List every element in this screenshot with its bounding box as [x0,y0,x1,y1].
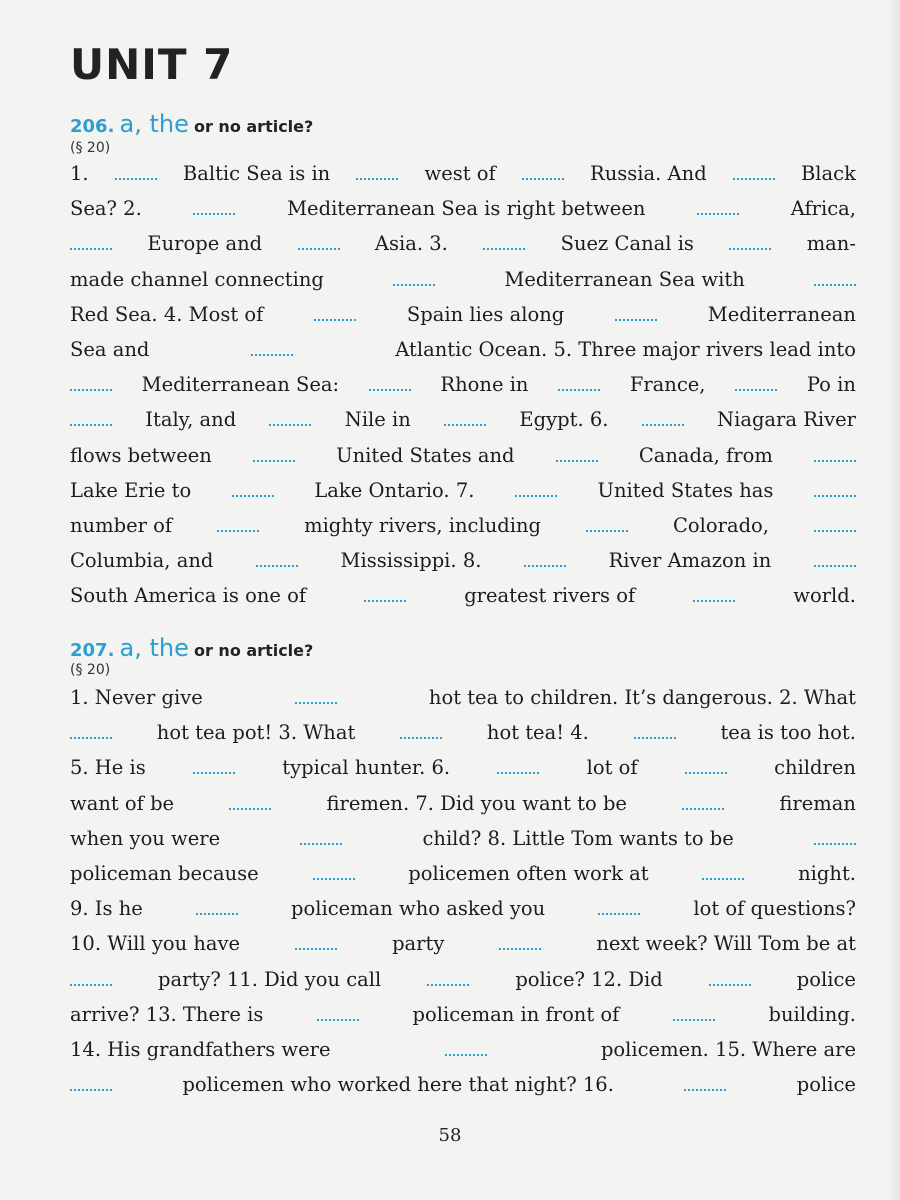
text-segment: France, [629,373,706,397]
answer-blank[interactable] [70,725,112,739]
answer-blank[interactable] [393,272,435,286]
text-segment: policemen who worked here that night? 16. [182,1073,614,1097]
text-segment: made channel connecting [70,267,324,291]
answer-blank[interactable] [445,1042,487,1056]
text-line [70,825,856,853]
answer-blank[interactable] [697,201,739,215]
text-segment: police [796,1073,856,1097]
text-line [70,301,856,329]
answer-blank[interactable] [251,342,293,356]
text-line [70,1071,856,1099]
answer-blank[interactable] [232,483,274,497]
exercise-206-articles: a, the [119,110,189,138]
page-edge-shadow [886,0,900,1200]
answer-blank[interactable] [314,307,356,321]
exercise-206-instruction: or no article? [193,117,314,136]
text-segment: hot tea pot! 3. What [156,721,356,745]
text-segment: Mediterranean [707,302,856,326]
exercise-207-reference: (§ 20) [70,662,111,678]
answer-blank[interactable] [735,377,777,391]
answer-blank[interactable] [217,518,259,532]
answer-blank[interactable] [729,236,771,250]
text-line [70,966,856,994]
text-segment: Mississippi. 8. [340,549,482,573]
text-segment: Mediterranean Sea is right between [287,197,646,221]
answer-blank[interactable] [269,412,311,426]
text-line [70,582,856,610]
text-segment: next week? Will Tom be at [596,932,856,956]
answer-blank[interactable] [682,796,724,810]
text-segment: fireman [779,791,856,815]
text-segment: Columbia, and [70,549,214,573]
answer-blank[interactable] [558,377,600,391]
text-line [70,336,856,364]
text-segment: tea is too hot. [720,721,856,745]
answer-blank[interactable] [70,972,112,986]
text-segment: mighty rivers, including [304,514,542,537]
answer-blank[interactable] [356,166,398,180]
text-segment: Mediterranean Sea: [141,373,340,397]
text-segment: lot of questions? [693,897,856,921]
text-segment: Europe and [147,232,263,256]
text-segment: night. [798,862,856,885]
text-segment: world. [793,584,856,608]
answer-blank[interactable] [70,1077,112,1091]
answer-blank[interactable] [709,972,751,986]
text-segment: building. [768,1002,856,1026]
answer-blank[interactable] [642,412,684,426]
answer-blank[interactable] [598,901,640,915]
text-segment: Sea and [70,338,150,361]
answer-blank[interactable] [814,272,856,286]
answer-blank[interactable] [556,448,598,462]
text-segment: child? 8. Little Tom wants to be [422,826,734,850]
text-line [70,895,856,923]
answer-blank[interactable] [634,725,676,739]
answer-blank[interactable] [673,1007,715,1021]
text-segment: when you were [70,826,221,850]
text-segment: typical hunter. 6. [282,756,451,780]
exercise-207-number: 207. [70,640,115,661]
text-segment: Lake Erie to [70,478,192,502]
answer-blank[interactable] [615,307,657,321]
page-number: 58 [438,1125,462,1146]
answer-blank[interactable] [497,760,539,774]
text-segment: police? 12. Did [515,967,663,991]
text-segment: 5. He is [70,756,146,780]
text-segment: Black [800,162,856,185]
text-segment: party [392,932,445,956]
answer-blank[interactable] [298,236,340,250]
unit-title: UNIT 7 [70,40,234,89]
text-line [70,684,856,712]
text-segment: Nile in [344,408,411,432]
text-segment: United States and [336,443,515,467]
text-line [70,512,856,540]
answer-blank[interactable] [295,690,337,704]
text-segment: Mediterranean Sea with [504,267,745,291]
text-segment: number of [70,514,173,537]
text-segment: greatest rivers of [464,584,636,608]
answer-blank[interactable] [70,377,112,391]
text-segment: United States has [597,478,774,502]
answer-blank[interactable] [444,412,486,426]
text-segment: Spain lies along [406,302,565,326]
text-segment: River Amazon in [608,549,772,573]
answer-blank[interactable] [814,483,856,497]
text-segment: Asia. 3. [374,232,448,256]
answer-blank[interactable] [814,448,856,462]
text-segment: policemen often work at [408,862,649,885]
text-segment: Rhone in [440,373,529,397]
exercise-207-instruction: or no article? [193,641,314,660]
text-segment: South America is one of [70,584,307,608]
answer-blank[interactable] [295,936,337,950]
answer-blank[interactable] [256,553,298,567]
text-segment: Russia. And [590,162,707,185]
text-line [70,195,856,223]
answer-blank[interactable] [684,1077,726,1091]
exercise-207-header [70,634,313,662]
text-segment: west of [424,162,496,185]
answer-blank[interactable] [515,483,557,497]
text-segment: policeman in front of [412,1002,620,1026]
answer-blank[interactable] [313,866,355,880]
text-line [70,230,856,258]
text-segment: 14. His grandfathers were [70,1038,331,1061]
text-segment: policeman who asked you [291,897,546,921]
text-segment: 1. Never give [70,686,203,709]
answer-blank[interactable] [70,412,112,426]
text-segment: Sea? 2. [70,197,142,221]
exercise-206-reference: (§ 20) [70,140,111,156]
text-segment: Colorado, [672,514,769,537]
text-segment: policeman because [70,862,259,885]
text-line [70,719,856,747]
text-line [70,547,856,575]
exercise-206-number: 206. [70,116,115,137]
answer-blank[interactable] [702,866,744,880]
text-line [70,266,856,294]
text-segment: party? 11. Did you call [158,967,382,991]
text-line [70,160,856,188]
answer-blank[interactable] [70,236,112,250]
text-segment: firemen. 7. Did you want to be [326,791,627,815]
text-segment: Niagara River [717,408,856,432]
answer-blank[interactable] [499,936,541,950]
answer-blank[interactable] [193,760,235,774]
text-line [70,1036,856,1064]
text-segment: flows between [70,443,212,467]
exercise-206-header [70,110,313,138]
text-segment: 1. [70,162,89,185]
text-line [70,930,856,958]
text-line [70,754,856,782]
answer-blank[interactable] [229,796,271,810]
text-line [70,477,856,505]
text-segment: children [774,756,856,780]
text-line [70,406,856,434]
text-segment: policemen. 15. Where are [600,1038,856,1061]
answer-blank[interactable] [364,588,406,602]
answer-blank[interactable] [193,201,235,215]
text-segment: 10. Will you have [70,932,241,956]
answer-blank[interactable] [427,972,469,986]
answer-blank[interactable] [300,831,342,845]
text-segment: hot tea! 4. [486,721,589,745]
exercise-207-articles: a, the [119,634,189,662]
text-segment: lot of [586,756,638,780]
answer-blank[interactable] [685,760,727,774]
text-segment: arrive? 13. There is [70,1002,264,1026]
answer-blank[interactable] [814,831,856,845]
answer-blank[interactable] [369,377,411,391]
text-line [70,371,856,399]
text-segment: Red Sea. 4. Most of [70,302,264,326]
text-segment: Canada, from [638,443,773,467]
text-segment: Atlantic Ocean. 5. Three major rivers lead into [395,338,856,361]
text-segment: Italy, and [145,408,237,432]
answer-blank[interactable] [115,166,157,180]
answer-blank[interactable] [317,1007,359,1021]
text-segment: Suez Canal is [560,232,694,256]
text-line [70,860,856,888]
answer-blank[interactable] [814,518,856,532]
text-segment: want of be [70,791,175,815]
answer-blank[interactable] [196,901,238,915]
text-line [70,442,856,470]
text-segment: Egypt. 6. [519,408,609,432]
text-segment: Lake Ontario. 7. [314,478,475,502]
answer-blank[interactable] [524,553,566,567]
text-line [70,1001,856,1029]
answer-blank[interactable] [253,448,295,462]
answer-blank[interactable] [586,518,628,532]
text-segment: Po in [806,373,856,397]
text-segment: hot tea to children. It’s dangerous. 2. What [428,686,856,709]
text-segment: police [796,967,856,991]
text-segment: Africa, [790,197,856,221]
answer-blank[interactable] [400,725,442,739]
text-line [70,790,856,818]
answer-blank[interactable] [814,553,856,567]
answer-blank[interactable] [733,166,775,180]
text-segment: man- [806,232,856,256]
text-segment: 9. Is he [70,897,143,921]
answer-blank[interactable] [522,166,564,180]
answer-blank[interactable] [693,588,735,602]
text-segment: Baltic Sea is in [182,162,331,185]
answer-blank[interactable] [483,236,525,250]
